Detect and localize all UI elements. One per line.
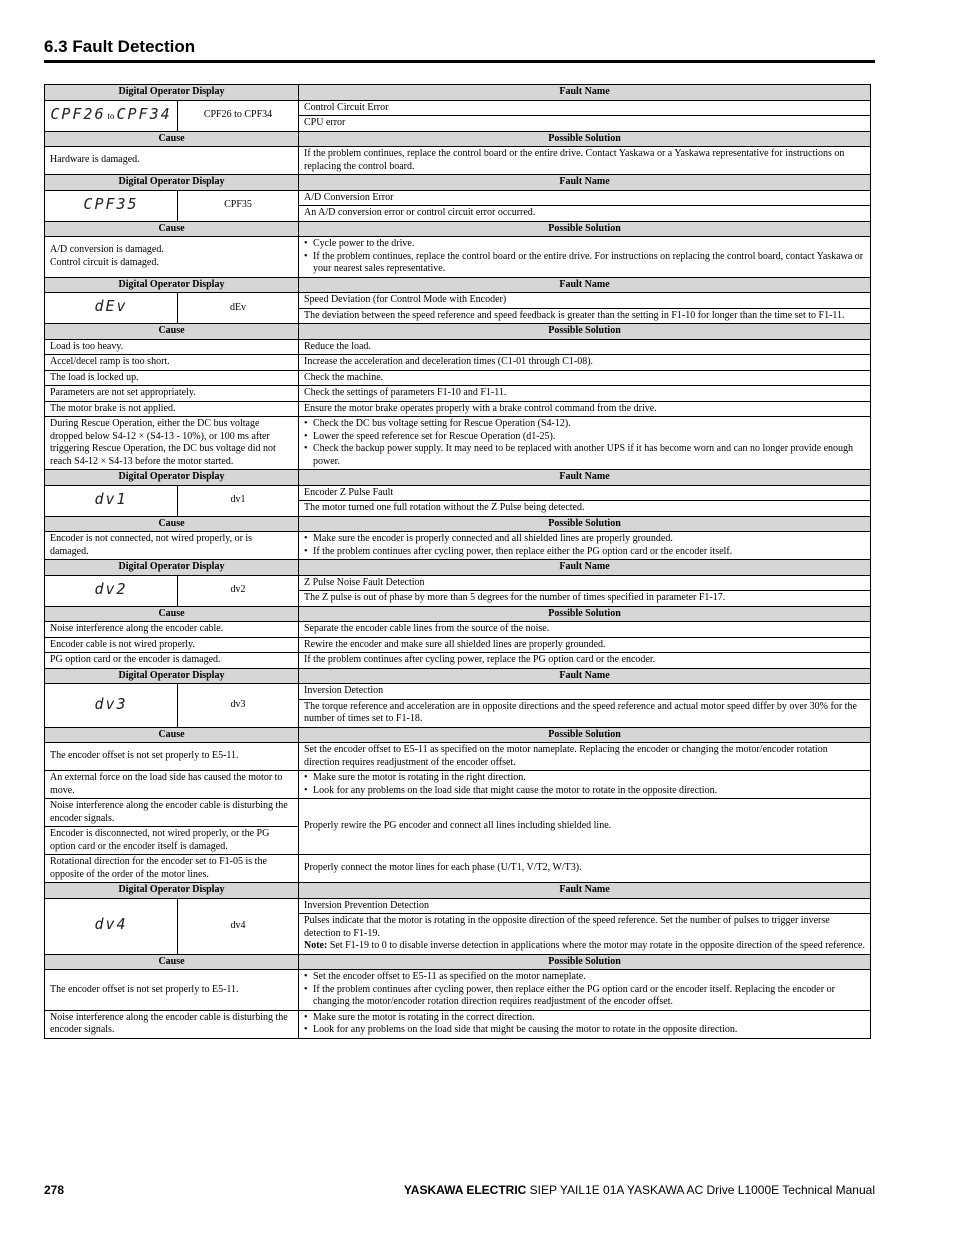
solution-cell — [299, 355, 871, 371]
fault-description — [299, 699, 871, 727]
fault-name-text: The Z pulse is out of phase by more than 5 degrees for the number of times specified in parameter F1-17. — [304, 592, 726, 603]
cause-row — [45, 1010, 871, 1038]
seven-segment-display — [45, 293, 178, 324]
seven-segment-text: CPF34 — [116, 104, 172, 123]
solution-cell — [299, 339, 871, 355]
cause-cell — [45, 339, 299, 355]
cause-row — [45, 637, 871, 653]
solution-bullet: • Make sure the motor is rotating in the correct direction. — [304, 1012, 865, 1025]
header-label: Cause — [158, 955, 185, 967]
solution-text: Reduce the load. — [304, 340, 371, 352]
fault-name-text: The deviation between the speed reference and speed feedback is greater than the setting in F1-10 for longer than the time set to F1-11. — [304, 309, 845, 321]
cause-row — [45, 799, 871, 827]
solution-text: Set the encoder offset to E5-11 as specified on the motor nameplate. Replacing the encoder or changing the motor/encoder rotation direction requires readjustment of the encoder offset. — [304, 744, 828, 768]
fault-name-row — [45, 684, 871, 700]
possible-solution-header — [299, 221, 871, 237]
fault-description — [299, 116, 871, 132]
fault-name — [299, 190, 871, 206]
solution-cell — [299, 147, 871, 175]
digital-operator-display-header — [45, 668, 299, 684]
fault-code — [178, 898, 299, 954]
cause-cell — [45, 855, 299, 883]
solution-cell — [299, 855, 871, 883]
seven-segment-display — [45, 684, 178, 728]
solution-cell — [299, 743, 871, 771]
header-label: Digital Operator Display — [118, 176, 225, 187]
cause-text: Encoder cable is not wired properly. — [50, 638, 195, 650]
cause-text: An external force on the load side has caused the motor to move. — [50, 772, 283, 796]
seven-segment-display — [45, 100, 178, 131]
fault-name-text: Pulses indicate that the motor is rotating in the opposite direction of the speed reference. Set the number of pulses to trigger inverse detection to F1-19. — [304, 915, 830, 939]
seven-segment-text: dv2 — [94, 579, 128, 598]
solution-bullet: • Look for any problems on the load side that might be causing the motor to rotate in the opposite direction. — [304, 1024, 865, 1037]
header-label: Digital Operator Display — [118, 471, 225, 482]
header-label: Digital Operator Display — [118, 561, 225, 572]
cause-row — [45, 370, 871, 386]
cause-header-row — [45, 131, 871, 147]
section-title: 6.3 Fault Detection — [44, 37, 196, 56]
solution-cell — [299, 370, 871, 386]
cause-text: Rotational direction for the encoder set to F1-05 is the opposite of the order of the motor lines. — [50, 856, 267, 880]
header-label: Digital Operator Display — [118, 669, 225, 681]
possible-solution-header — [299, 954, 871, 970]
fault-name — [299, 485, 871, 501]
fault-name — [299, 575, 871, 591]
fault-table-body — [45, 85, 871, 1039]
solution-list — [304, 418, 865, 468]
cause-row — [45, 237, 871, 278]
solution-cell — [299, 237, 871, 278]
cause-cell — [45, 771, 299, 799]
fault-code — [178, 190, 299, 221]
fault-name-header — [299, 668, 871, 684]
cause-header — [45, 324, 299, 340]
solution-text: Rewire the encoder and make sure all shielded lines are properly grounded. — [304, 638, 606, 650]
solution-cell — [299, 771, 871, 799]
cause-text: The encoder offset is not set properly to E5-11. — [50, 750, 239, 762]
fault-tables — [44, 84, 870, 1039]
fault-name-header — [299, 175, 871, 191]
to-label: to — [107, 110, 115, 121]
cause-cell — [45, 237, 299, 278]
header-label: Cause — [158, 607, 185, 619]
cause-cell — [45, 532, 299, 560]
cause-header — [45, 606, 299, 622]
fault-name-row — [45, 293, 871, 309]
cause-line: A/D conversion is damaged. — [50, 244, 164, 256]
cause-cell — [45, 386, 299, 402]
seven-segment-text: CPF35 — [83, 194, 139, 213]
solution-bullet: • If the problem continues, replace the control board or the entire drive. For instructions on replacing the control board, contact Yaskawa or your nearest sales representative. — [304, 251, 865, 276]
cause-text: Noise interference along the encoder cable. — [50, 623, 224, 634]
cause-row — [45, 147, 871, 175]
cause-header — [45, 131, 299, 147]
solution-cell — [299, 1010, 871, 1038]
cause-row — [45, 532, 871, 560]
cause-cell — [45, 355, 299, 371]
header-label: Cause — [158, 325, 185, 336]
fault-code-text: dv3 — [230, 699, 246, 710]
solution-text: Increase the acceleration and deceleration times (C1-01 through C1-08). — [304, 356, 594, 367]
cause-text: Encoder is disconnected, not wired properly, or the PG option card or the encoder itself is damaged. — [50, 828, 270, 852]
cause-row — [45, 401, 871, 417]
fault-name-text: The torque reference and acceleration are in opposite directions and the speed reference and actual motor speed differ by over 30% for the number of times set to F1-18. — [304, 700, 857, 724]
fault-code-text: dv1 — [230, 494, 246, 506]
fault-code-text: dv2 — [230, 584, 246, 596]
header-label: Digital Operator Display — [118, 86, 225, 97]
fault-name-header — [299, 85, 871, 101]
fault-code — [178, 684, 299, 728]
header-label: Cause — [158, 132, 185, 144]
seven-segment-text: dv1 — [94, 489, 128, 508]
fault-code — [178, 485, 299, 516]
cause-header — [45, 954, 299, 970]
cause-text: Parameters are not set appropriately. — [50, 387, 196, 398]
solution-list — [304, 238, 865, 276]
cause-cell — [45, 147, 299, 175]
solution-bullet: • Cycle power to the drive. — [304, 238, 865, 251]
header-label: Possible Solution — [548, 728, 621, 740]
cause-row — [45, 417, 871, 470]
solution-cell — [299, 532, 871, 560]
solution-cell — [299, 799, 871, 855]
fault-name — [299, 898, 871, 914]
header-label: Possible Solution — [548, 132, 621, 144]
cause-header-row — [45, 516, 871, 532]
solution-cell — [299, 653, 871, 669]
fault-description — [299, 308, 871, 324]
cause-row — [45, 743, 871, 771]
fault-name-header — [299, 560, 871, 576]
footer-brand: YASKAWA ELECTRIC — [403, 1183, 527, 1197]
cause-row — [45, 855, 871, 883]
fault-name-row — [45, 898, 871, 914]
fault-name-row — [45, 100, 871, 116]
cause-text: Noise interference along the encoder cable is disturbing the encoder signals. — [50, 800, 288, 824]
cause-text: Load is too heavy. — [50, 340, 124, 352]
header-label: Possible Solution — [548, 607, 621, 619]
solution-list — [304, 533, 865, 558]
fault-name-header — [299, 470, 871, 486]
fault-code — [178, 575, 299, 606]
header-label: Cause — [158, 222, 185, 234]
fault-name — [299, 293, 871, 309]
header-label: Possible Solution — [548, 222, 621, 234]
solution-cell — [299, 970, 871, 1011]
fault-code — [178, 100, 299, 131]
fault-name-text: An A/D conversion error or control circuit error occurred. — [304, 207, 536, 218]
fault-description — [299, 591, 871, 607]
cause-cell — [45, 799, 299, 827]
display-header-row — [45, 175, 871, 191]
fault-description — [299, 206, 871, 222]
solution-cell — [299, 622, 871, 638]
cause-row — [45, 970, 871, 1011]
solution-cell — [299, 637, 871, 653]
cause-cell — [45, 370, 299, 386]
solution-list — [304, 1012, 865, 1037]
header-label: Digital Operator Display — [118, 278, 225, 290]
fault-name-text: A/D Conversion Error — [304, 191, 394, 203]
fault-name-text: Control Circuit Error — [304, 101, 389, 113]
header-label: Possible Solution — [548, 955, 621, 967]
cause-header — [45, 727, 299, 743]
cause-text: The motor brake is not applied. — [50, 402, 176, 414]
solution-text: Check the settings of parameters F1-10 and F1-11. — [304, 387, 507, 398]
footer-manual-title: SIEP YAIL1E 01A YASKAWA AC Drive L1000E Technical Manual — [526, 1183, 875, 1197]
fault-name-row — [45, 575, 871, 591]
digital-operator-display-header — [45, 85, 299, 101]
fault-name-header — [299, 277, 871, 293]
fault-name-text: Encoder Z Pulse Fault — [304, 486, 394, 498]
note-text: Set F1-19 to 0 to disable inverse detection in applications where the motor may rotate in the opposite direction of the speed reference. — [329, 940, 865, 951]
possible-solution-header — [299, 727, 871, 743]
fault-table — [44, 84, 871, 1039]
solution-bullet: • Check the DC bus voltage setting for Rescue Operation (S4-12). — [304, 418, 865, 431]
cause-row — [45, 339, 871, 355]
seven-segment-display — [45, 898, 178, 954]
header-rule — [44, 60, 875, 63]
fault-name-text: Inversion Detection — [304, 685, 384, 696]
fault-code-text: dv4 — [230, 919, 246, 931]
cause-text: Noise interference along the encoder cable is disturbing the encoder signals. — [50, 1011, 288, 1035]
cause-text: PG option card or the encoder is damaged. — [50, 654, 221, 665]
cause-line: Control circuit is damaged. — [50, 256, 159, 268]
cause-cell — [45, 653, 299, 669]
fault-name-text: The motor turned one full rotation without the Z Pulse being detected. — [304, 502, 585, 513]
solution-text: Properly connect the motor lines for each phase (U/T1, V/T2, W/T3). — [304, 862, 582, 874]
cause-cell — [45, 1010, 299, 1038]
solution-text: Properly rewire the PG encoder and connect all lines including shielded line. — [304, 820, 612, 832]
display-header-row — [45, 277, 871, 293]
header-label: Fault Name — [559, 471, 610, 482]
seven-segment-display — [45, 485, 178, 516]
display-header-row — [45, 883, 871, 899]
seven-segment-text: dv4 — [94, 915, 128, 934]
cause-row — [45, 653, 871, 669]
cause-text: The load is locked up. — [50, 371, 139, 383]
solution-bullet: • If the problem continues after cycling power, then replace either the PG option card or the encoder itself. — [304, 546, 865, 559]
seven-segment-text: CPF26 — [50, 104, 106, 123]
solution-list — [304, 772, 865, 797]
header-label: Fault Name — [559, 176, 610, 187]
fault-code-text: CPF26 to CPF34 — [203, 109, 273, 121]
fault-code-text: CPF35 — [224, 199, 252, 211]
cause-row — [45, 622, 871, 638]
solution-text: If the problem continues, replace the control board or the entire drive. Contact Yaskawa or a Yaskawa representative for instructions on replacing the control board. — [304, 148, 845, 172]
cause-header — [45, 221, 299, 237]
solution-text: Separate the encoder cable lines from the source of the noise. — [304, 623, 550, 634]
page-number: 278 — [44, 1183, 65, 1197]
possible-solution-header — [299, 606, 871, 622]
solution-bullet: • Look for any problems on the load side that might cause the motor to rotate in the opposite direction. — [304, 785, 865, 798]
header-label: Cause — [158, 728, 185, 740]
header-label: Possible Solution — [548, 325, 621, 336]
solution-bullet: • Check the backup power supply. It may need to be replaced with another UPS if it has become worn and can no longer provide enough power. — [304, 443, 865, 468]
header-label: Digital Operator Display — [118, 884, 225, 895]
possible-solution-header — [299, 131, 871, 147]
header-label: Fault Name — [559, 884, 610, 895]
fault-name-text: Speed Deviation (for Control Mode with Encoder) — [304, 294, 507, 305]
fault-name-row — [45, 190, 871, 206]
digital-operator-display-header — [45, 277, 299, 293]
cause-header-row — [45, 221, 871, 237]
display-header-row — [45, 470, 871, 486]
cause-header-row — [45, 954, 871, 970]
seven-segment-text: dv3 — [94, 694, 128, 713]
solution-cell — [299, 401, 871, 417]
digital-operator-display-header — [45, 470, 299, 486]
cause-text: Hardware is damaged. — [50, 154, 140, 166]
header-label: Fault Name — [559, 669, 610, 681]
cause-cell — [45, 401, 299, 417]
solution-text: Check the machine. — [304, 371, 384, 383]
cause-cell — [45, 417, 299, 470]
fault-code-text: dEv — [229, 301, 247, 313]
digital-operator-display-header — [45, 883, 299, 899]
solution-bullet: • Lower the speed reference set for Rescue Operation (d1-25). — [304, 431, 865, 444]
fault-name-header — [299, 883, 871, 899]
digital-operator-display-header — [45, 560, 299, 576]
solution-text: If the problem continues after cycling power, replace the PG option card or the encoder. — [304, 654, 656, 665]
seven-segment-display — [45, 190, 178, 221]
cause-row — [45, 386, 871, 402]
footer-manual — [404, 1183, 875, 1197]
note-label: Note: — [304, 940, 328, 951]
cause-text: The encoder offset is not set properly to E5-11. — [50, 983, 239, 995]
cause-header-row — [45, 727, 871, 743]
fault-name — [299, 100, 871, 116]
cause-header-row — [45, 324, 871, 340]
cause-text: Accel/decel ramp is too short. — [50, 356, 170, 367]
seven-segment-text: dEv — [94, 297, 128, 316]
solution-text: Ensure the motor brake operates properly with a brake control command from the drive. — [304, 402, 657, 414]
seven-segment-display — [45, 575, 178, 606]
cause-cell — [45, 970, 299, 1011]
cause-text: Encoder is not connected, not wired properly, or is damaged. — [50, 533, 253, 557]
solution-bullet: • If the problem continues after cycling power, then replace either the PG option card or the encoder itself. Replacing the encoder or changing the motor/encoder rotation direction requires readjustment of the encoder offset. — [304, 984, 865, 1009]
solution-bullet: • Make sure the motor is rotating in the right direction. — [304, 772, 865, 785]
cause-cell — [45, 827, 299, 855]
solution-bullet: • Make sure the encoder is properly connected and all shielded lines are properly grounded. — [304, 533, 865, 546]
solution-list — [304, 971, 865, 1009]
possible-solution-header — [299, 324, 871, 340]
display-header-row — [45, 560, 871, 576]
cause-row — [45, 771, 871, 799]
header-label: Fault Name — [559, 278, 610, 290]
fault-name-text: Z Pulse Noise Fault Detection — [304, 576, 425, 588]
fault-description — [299, 501, 871, 517]
cause-header-row — [45, 606, 871, 622]
fault-name-row — [45, 485, 871, 501]
display-header-row — [45, 668, 871, 684]
display-header-row — [45, 85, 871, 101]
header-label: Fault Name — [559, 561, 610, 572]
fault-code — [178, 293, 299, 324]
possible-solution-header — [299, 516, 871, 532]
cause-cell — [45, 622, 299, 638]
digital-operator-display-header — [45, 175, 299, 191]
cause-cell — [45, 743, 299, 771]
fault-name-text: Inversion Prevention Detection — [304, 899, 429, 911]
solution-cell — [299, 417, 871, 470]
solution-bullet: • Set the encoder offset to E5-11 as specified on the motor nameplate. — [304, 971, 865, 984]
fault-name-text: CPU error — [304, 117, 346, 128]
cause-header — [45, 516, 299, 532]
cause-row — [45, 355, 871, 371]
header-label: Fault Name — [559, 86, 610, 97]
fault-description — [299, 914, 871, 955]
header-label: Cause — [158, 517, 185, 529]
fault-name — [299, 684, 871, 700]
header-label: Possible Solution — [548, 517, 621, 529]
cause-cell — [45, 637, 299, 653]
cause-text: During Rescue Operation, either the DC bus voltage dropped below S4-12 × (S4-13 - 10%), or 100 ms after triggering Rescue Operation, the DC bus voltage did not reach S4-12 × S4-13 before the motor started. — [50, 418, 276, 467]
solution-cell — [299, 386, 871, 402]
